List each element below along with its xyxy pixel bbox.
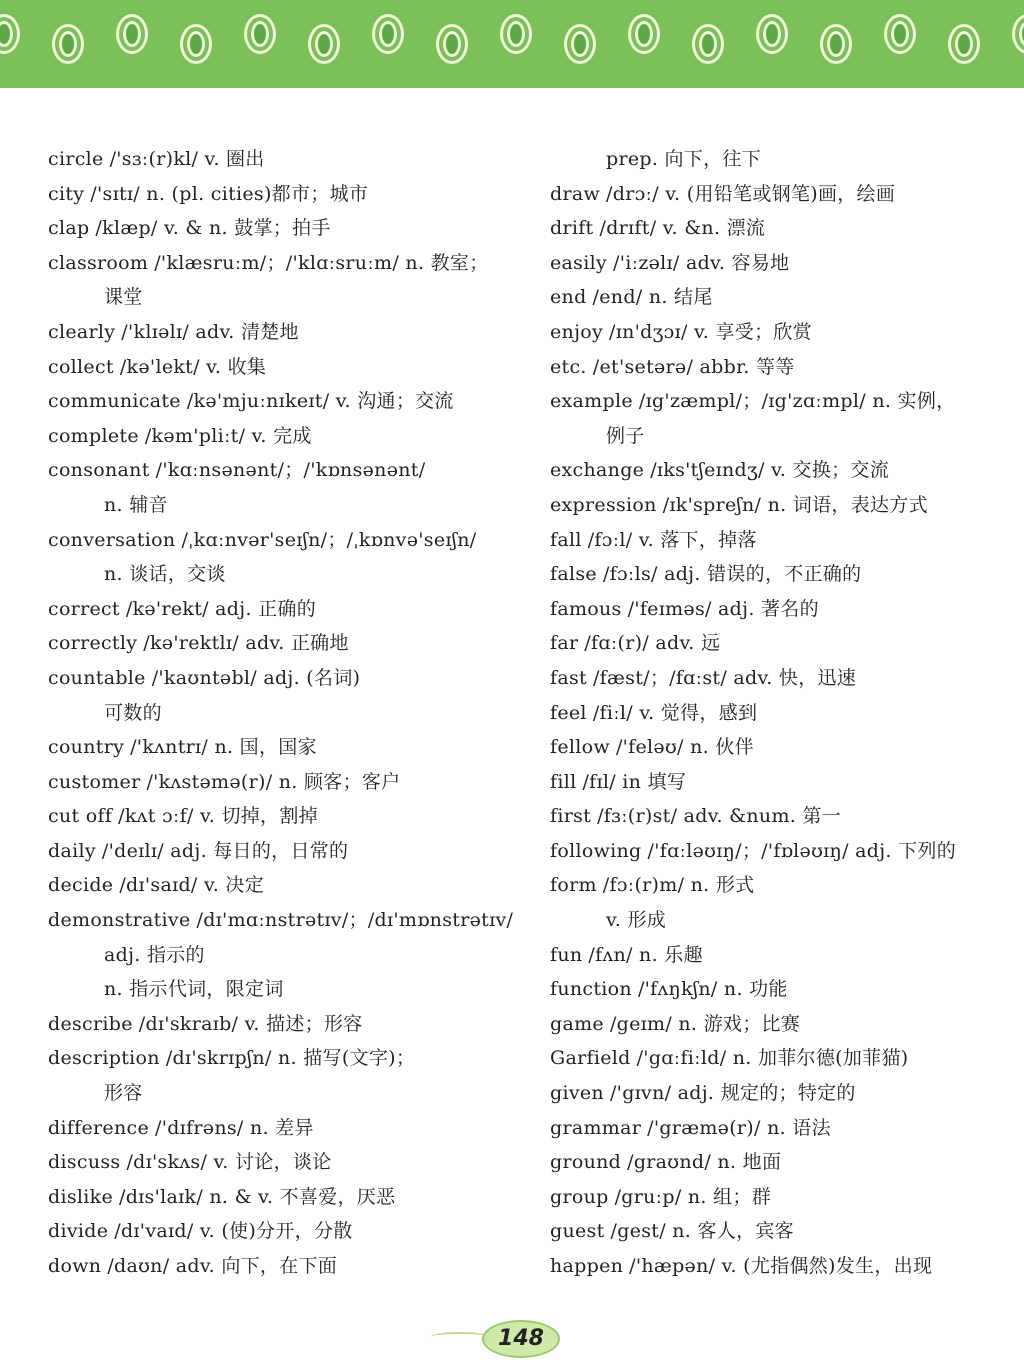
headword: guest xyxy=(550,1220,605,1243)
definition: /'kɑːnsənənt/；/'kɒnsənənt/ xyxy=(155,459,426,482)
definition: /kə'rekt/ adj. 正确的 xyxy=(125,597,317,620)
definition: /ɪn'dʒɔɪ/ v. 享受；欣赏 xyxy=(609,320,812,343)
ring-ornament-icon xyxy=(948,24,980,64)
glossary-entry-continuation xyxy=(550,419,1020,454)
definition: /kəm'pliːt/ v. 完成 xyxy=(144,424,312,447)
headword: happen xyxy=(550,1255,624,1277)
definition: /dɪ'mɑːnstrətɪv/；/dɪ'mɒnstrətɪv/ xyxy=(196,909,514,932)
headword: description xyxy=(48,1047,160,1070)
definition: /'iːzəlɪ/ adv. 容易地 xyxy=(613,251,790,274)
definition: /kə'mjuːnɪkeɪt/ v. 沟通；交流 xyxy=(186,390,454,413)
glossary-entry xyxy=(48,350,518,385)
glossary-entry xyxy=(550,592,1020,627)
glossary-entry-continuation xyxy=(48,280,518,315)
headword: difference xyxy=(48,1116,149,1139)
definition: /fʌn/ n. 乐趣 xyxy=(588,943,703,966)
definition: /'kʌstəmə(r)/ n. 顾客；客户 xyxy=(146,770,401,793)
definition: /fɜː(r)st/ adv. &num. 第一 xyxy=(597,805,842,828)
headword: decide xyxy=(48,874,114,897)
headword: grammar xyxy=(550,1116,642,1139)
definition: /'fɑːləʊɪŋ/；/'fɒləʊɪŋ/ adj. 下列的 xyxy=(647,839,956,862)
page-footer xyxy=(0,1310,1024,1365)
headword: Garfield xyxy=(550,1047,631,1070)
glossary-entry xyxy=(48,177,518,212)
headword: etc. xyxy=(550,355,587,378)
ring-ornament-icon xyxy=(628,14,660,54)
headword: fast xyxy=(550,666,587,689)
glossary-entry xyxy=(550,696,1020,731)
definition: /dɪ'skrɪpʃn/ n. 描写(文字)； xyxy=(165,1047,416,1070)
ring-ornament-icon xyxy=(884,14,916,54)
definition: /'sɜː(r)kl/ v. 圈出 xyxy=(109,148,265,170)
glossary-entry xyxy=(48,765,518,800)
definition: /fɔː(r)m/ n. 形式 xyxy=(602,874,755,897)
headword: game xyxy=(550,1012,604,1035)
headword: fellow xyxy=(550,736,610,759)
glossary-entry xyxy=(48,903,518,938)
headword: ground xyxy=(550,1151,622,1174)
glossary-entry xyxy=(550,1214,1020,1249)
glossary-entry xyxy=(550,1076,1020,1111)
glossary-entry xyxy=(550,453,1020,488)
definition: /'græmə(r)/ n. 语法 xyxy=(647,1116,831,1139)
glossary-entry-continuation xyxy=(48,696,518,731)
glossary-entry xyxy=(48,868,518,903)
glossary-entry xyxy=(550,1007,1020,1042)
ring-ornament-icon xyxy=(244,14,276,54)
definition: /klæp/ v. & n. 鼓掌；拍手 xyxy=(95,217,331,240)
ring-ornament-icon xyxy=(52,24,84,64)
ring-ornament-icon xyxy=(564,24,596,64)
ring-ornament-icon xyxy=(692,24,724,64)
headword: given xyxy=(550,1082,604,1105)
glossary-entry xyxy=(550,626,1020,661)
ring-ornament-icon xyxy=(820,24,852,64)
glossary-entry-continuation xyxy=(48,938,518,973)
glossary-entry xyxy=(48,211,518,246)
ring-ornament-icon xyxy=(500,14,532,54)
ring-ornament-icon xyxy=(116,14,148,54)
definition: /fɔːls/ adj. 错误的，不正确的 xyxy=(602,563,862,586)
definition: /'gɑːfiːld/ n. 加菲尔德(加菲猫) xyxy=(636,1047,909,1070)
glossary-right-column xyxy=(550,142,1020,1284)
glossary-entry xyxy=(48,246,518,281)
headword: countable xyxy=(48,666,146,689)
definition: /gest/ n. 客人，宾客 xyxy=(610,1220,794,1243)
glossary-entry xyxy=(48,834,518,869)
definition: /'klɪəlɪ/ adv. 清楚地 xyxy=(121,320,299,343)
definition: 形容 xyxy=(104,1082,143,1105)
headword: exchange xyxy=(550,459,645,482)
definition: /ˌkɑːnvər'seɪʃn/；/ˌkɒnvə'seɪʃn/ xyxy=(181,528,477,551)
glossary-entry xyxy=(48,315,518,350)
glossary-entry xyxy=(550,246,1020,281)
glossary-entry xyxy=(550,799,1020,834)
headword: down xyxy=(48,1255,102,1277)
definition: /'feɪməs/ adj. 著名的 xyxy=(627,597,819,620)
glossary-entry xyxy=(48,1145,518,1180)
headword: dislike xyxy=(48,1185,114,1208)
definition: /'hæpən/ v. (尤指偶然)发生，出现 xyxy=(629,1255,933,1277)
glossary-entry xyxy=(48,1214,518,1249)
definition: /'deɪlɪ/ adj. 每日的，日常的 xyxy=(101,839,349,862)
glossary-entry xyxy=(550,523,1020,558)
glossary-entry xyxy=(550,834,1020,869)
ring-ornament-icon xyxy=(180,24,212,64)
definition: 可数的 xyxy=(104,701,162,724)
glossary-entry xyxy=(550,557,1020,592)
definition: n. 谈话，交谈 xyxy=(104,563,226,586)
headword: circle xyxy=(48,148,104,170)
headword: group xyxy=(550,1185,609,1208)
glossary-entry xyxy=(550,1041,1020,1076)
glossary-entry xyxy=(550,730,1020,765)
headword: consonant xyxy=(48,459,150,482)
headword: false xyxy=(550,563,597,586)
headword: collect xyxy=(48,355,114,378)
glossary-entry-continuation xyxy=(48,557,518,592)
decorative-swirl xyxy=(430,1332,490,1342)
headword: feel xyxy=(550,701,587,724)
decorative-banner xyxy=(0,0,1024,88)
definition: /'gɪvn/ adj. 规定的；特定的 xyxy=(609,1082,856,1105)
glossary-entry xyxy=(550,280,1020,315)
headword: classroom xyxy=(48,251,149,274)
definition: /dɪ'saɪd/ v. 决定 xyxy=(119,874,265,897)
headword: form xyxy=(550,874,597,897)
definition: /'feləʊ/ n. 伙伴 xyxy=(615,736,754,759)
definition: /fɑː(r)/ adv. 远 xyxy=(584,632,721,655)
glossary-entry xyxy=(48,142,518,177)
glossary-entry-continuation xyxy=(48,488,518,523)
glossary-entry xyxy=(550,211,1020,246)
definition: /drɔː/ v. (用铅笔或钢笔)画，绘画 xyxy=(606,182,896,205)
headword: end xyxy=(550,286,587,309)
definition: 例子 xyxy=(606,424,645,447)
headword: correct xyxy=(48,597,120,620)
headword: drift xyxy=(550,217,594,240)
glossary-entry xyxy=(550,1180,1020,1215)
ring-ornament-icon xyxy=(436,24,468,64)
glossary-entry xyxy=(48,661,518,696)
headword: fall xyxy=(550,528,582,551)
glossary-entry xyxy=(550,938,1020,973)
glossary-entry-continuation xyxy=(48,972,518,1007)
glossary-entry xyxy=(48,523,518,558)
headword: enjoy xyxy=(550,320,604,343)
definition: /ɪk'spreʃn/ n. 词语，表达方式 xyxy=(662,493,928,516)
glossary-entry xyxy=(550,384,1020,419)
glossary-entry xyxy=(48,1041,518,1076)
definition: /fɪl/ in 填写 xyxy=(582,770,687,793)
definition: /gruːp/ n. 组；群 xyxy=(614,1185,771,1208)
definition: /fɔːl/ v. 落下，掉落 xyxy=(587,528,757,551)
ring-ornament-icon xyxy=(372,14,404,54)
definition: /'klæsruːm/；/'klɑːsruːm/ n. 教室； xyxy=(154,251,489,274)
ring-ornament-icon xyxy=(308,24,340,64)
definition: /drɪft/ v. &n. 漂流 xyxy=(599,217,766,240)
headword: clap xyxy=(48,217,90,240)
headword: famous xyxy=(550,597,622,620)
glossary-entry-continuation xyxy=(550,903,1020,938)
definition: /ɪg'zæmpl/；/ɪg'zɑːmpl/ n. 实例， xyxy=(638,390,956,413)
ring-ornament-icon xyxy=(756,14,788,54)
glossary-entry xyxy=(550,1249,1020,1284)
glossary-entry xyxy=(48,1180,518,1215)
definition: /dɪ'skʌs/ v. 讨论，谈论 xyxy=(126,1151,332,1174)
definition: /dɪ'skraɪb/ v. 描述；形容 xyxy=(138,1012,363,1035)
glossary-entry xyxy=(550,1111,1020,1146)
definition: /daʊn/ adv. 向下，在下面 xyxy=(107,1255,338,1277)
headword: divide xyxy=(48,1220,109,1243)
headword: daily xyxy=(48,839,96,862)
glossary-entry xyxy=(48,626,518,661)
headword: draw xyxy=(550,182,601,205)
ring-ornament-icon xyxy=(0,14,20,54)
glossary-entry xyxy=(550,488,1020,523)
headword: discuss xyxy=(48,1151,121,1174)
headword: function xyxy=(550,978,632,1001)
headword: correctly xyxy=(48,632,138,655)
glossary-entry-continuation xyxy=(48,1076,518,1111)
definition: /et'setərə/ abbr. 等等 xyxy=(592,355,795,378)
headword: demonstrative xyxy=(48,909,191,932)
definition: /'sɪtɪ/ n. (pl. cities)都市；城市 xyxy=(90,182,369,205)
definition: adj. 指示的 xyxy=(104,943,205,966)
glossary-entry xyxy=(48,799,518,834)
glossary-entry-continuation xyxy=(550,142,1020,177)
headword: cut off xyxy=(48,805,113,828)
definition: 课堂 xyxy=(104,286,143,309)
glossary-entry xyxy=(48,384,518,419)
glossary-entry xyxy=(48,419,518,454)
definition: /kə'rektlɪ/ adv. 正确地 xyxy=(143,632,349,655)
headword: expression xyxy=(550,493,657,516)
glossary-entry xyxy=(550,868,1020,903)
headword: following xyxy=(550,839,642,862)
glossary-entry xyxy=(550,765,1020,800)
headword: fun xyxy=(550,943,583,966)
headword: complete xyxy=(48,424,139,447)
definition: /fæst/；/fɑːst/ adv. 快，迅速 xyxy=(592,666,857,689)
definition: /kʌt ɔːf/ v. 切掉，割掉 xyxy=(118,805,318,828)
definition: prep. 向下，往下 xyxy=(606,148,762,170)
page-number: 148 xyxy=(482,1320,560,1358)
definition: /fiːl/ v. 觉得，感到 xyxy=(592,701,758,724)
headword: describe xyxy=(48,1012,133,1035)
glossary-entry xyxy=(48,453,518,488)
definition: /dɪs'laɪk/ n. & v. 不喜爱，厌恶 xyxy=(119,1185,396,1208)
definition: v. 形成 xyxy=(606,909,667,932)
definition: /graʊnd/ n. 地面 xyxy=(627,1151,782,1174)
headword: communicate xyxy=(48,390,181,413)
definition: /'kaʊntəbl/ adj. (名词) xyxy=(151,666,361,689)
glossary-entry xyxy=(550,177,1020,212)
headword: easily xyxy=(550,251,608,274)
glossary-entry xyxy=(48,1249,518,1284)
glossary-entry xyxy=(48,1111,518,1146)
definition: /'fʌŋkʃn/ n. 功能 xyxy=(637,978,788,1001)
glossary-entry xyxy=(48,730,518,765)
definition: /'dɪfrəns/ n. 差异 xyxy=(155,1116,314,1139)
glossary-entry xyxy=(550,350,1020,385)
headword: first xyxy=(550,805,592,828)
definition: /kə'lekt/ v. 收集 xyxy=(119,355,267,378)
glossary-entry xyxy=(550,972,1020,1007)
headword: country xyxy=(48,736,125,759)
ring-ornament-icon xyxy=(1012,14,1024,54)
headword: clearly xyxy=(48,320,116,343)
definition: /'kʌntrɪ/ n. 国，国家 xyxy=(130,736,317,759)
definition: n. 辅音 xyxy=(104,493,168,516)
glossary-entry xyxy=(48,1007,518,1042)
definition: /geɪm/ n. 游戏；比赛 xyxy=(609,1012,801,1035)
definition: /dɪ'vaɪd/ v. (使)分开，分散 xyxy=(114,1220,353,1243)
glossary-entry xyxy=(550,315,1020,350)
headword: city xyxy=(48,182,85,205)
headword: customer xyxy=(48,770,141,793)
headword: far xyxy=(550,632,579,655)
glossary-entry xyxy=(550,661,1020,696)
definition: /end/ n. 结尾 xyxy=(592,286,713,309)
definition: n. 指示代词，限定词 xyxy=(104,978,284,1001)
definition: /ɪks'tʃeɪndʒ/ v. 交换；交流 xyxy=(650,459,890,482)
glossary-entry xyxy=(550,1145,1020,1180)
headword: example xyxy=(550,390,633,413)
headword: fill xyxy=(550,770,577,793)
headword: conversation xyxy=(48,528,176,551)
glossary-left-column xyxy=(48,142,518,1284)
glossary-entry xyxy=(48,592,518,627)
